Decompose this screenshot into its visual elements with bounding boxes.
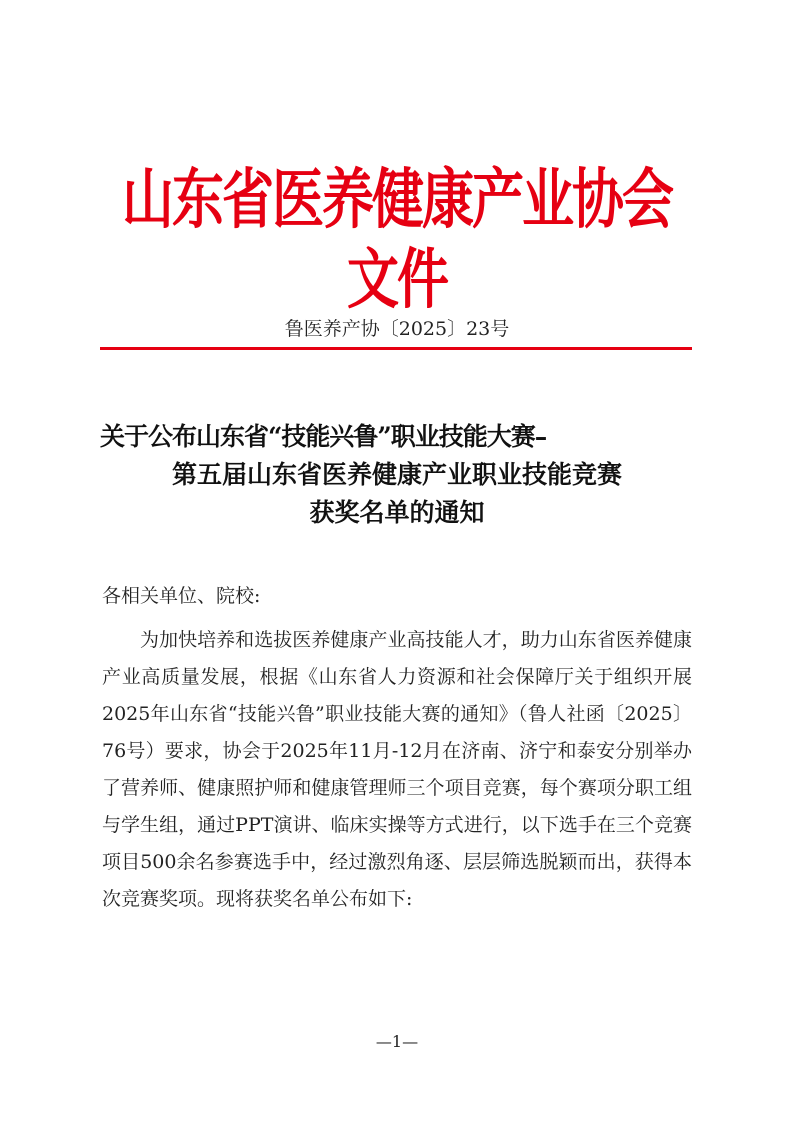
document-number: 鲁医养产协〔2025〕23号 xyxy=(284,318,510,340)
org-header-title: 山东省医养健康产业协会文件 xyxy=(121,161,672,318)
notice-title-line-1: 关于公布山东省“技能兴鲁”职业技能大赛– xyxy=(100,422,547,451)
notice-title xyxy=(100,418,694,532)
body-paragraph: 为加快培养和选拔医养健康产业高技能人才，助力山东省医养健康产业高质量发展，根据《山东省人力资源和社会保障厅关于组织开展2025年山东省“技能兴鲁”职业技能大赛的通知》（鲁人社函〔2025〕76号）要求，协会于2025年11月-12月在济南、济宁和泰安分别举办了营养师、健康照护师和健康管理师三个项目竞赛，每个赛项分职工组与学生组，通过PPT演讲、临床实操等方式进行，以下选手在三个竞赛项目500余名参赛选手中，经过激烈角逐、层层筛选脱颖而出，获得本次竞赛奖项。现将获奖名单公布如下: xyxy=(102,629,692,910)
salutation: 各相关单位、院校: xyxy=(102,585,261,607)
page-number: —1— xyxy=(375,1032,419,1051)
notice-title-line-2: 第五届山东省医养健康产业职业技能竞赛 xyxy=(171,460,622,489)
notice-title-line-3: 获奖名单的通知 xyxy=(309,498,485,527)
red-separator-line xyxy=(100,347,692,350)
